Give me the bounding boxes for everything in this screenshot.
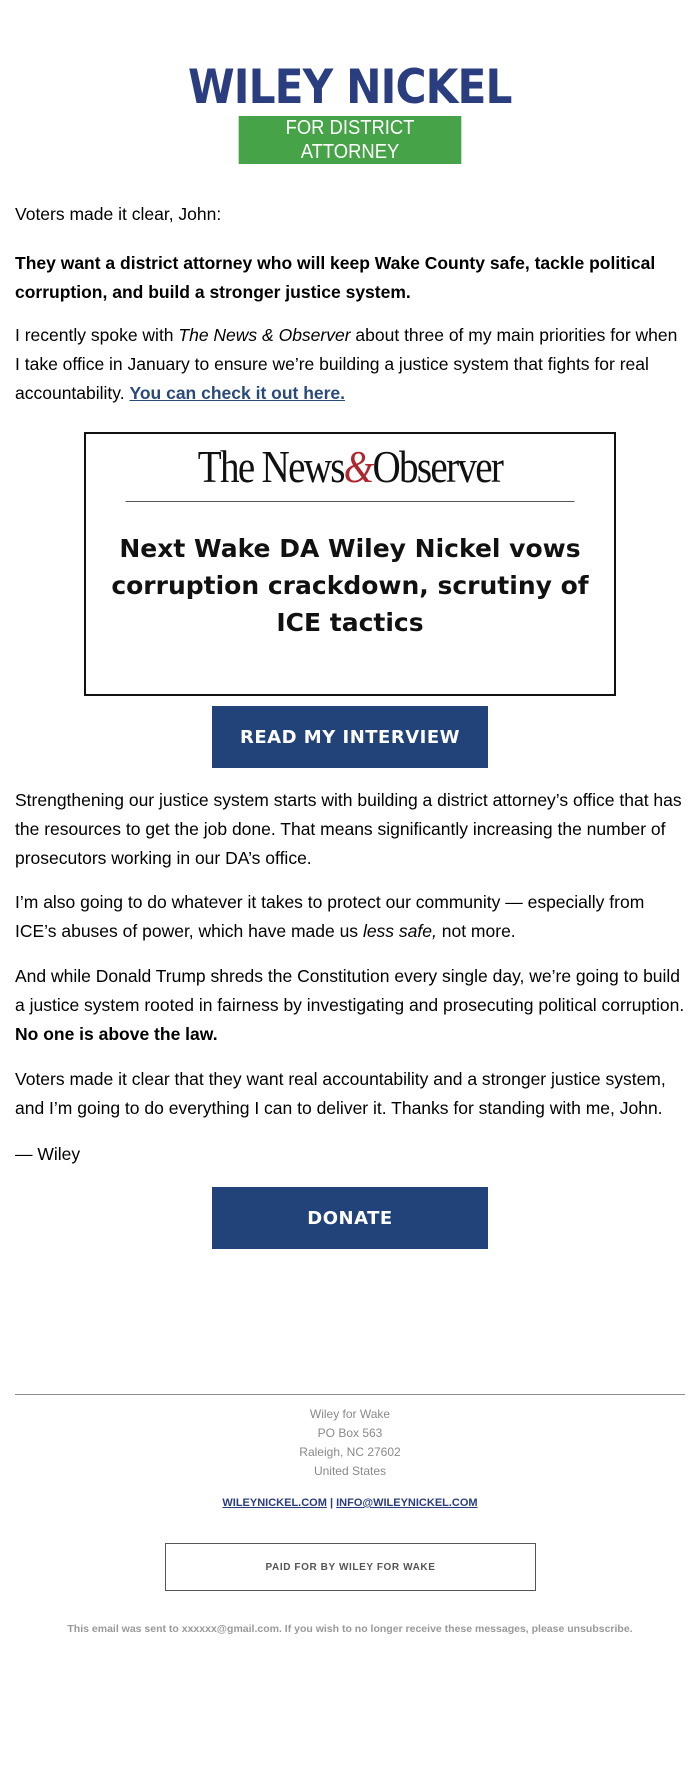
less-safe-emphasis: less safe,	[362, 921, 437, 941]
donate-button[interactable]: DONATE	[212, 1187, 488, 1249]
news-observer-masthead: The News&Observer	[126, 434, 575, 502]
paragraph-interview	[15, 321, 685, 408]
check-it-out-link[interactable]: You can check it out here.	[129, 383, 346, 403]
news-article-card[interactable]	[84, 432, 616, 696]
link-separator: |	[329, 1497, 334, 1509]
read-interview-button[interactable]: READ MY INTERVIEW	[212, 706, 488, 768]
footer-links	[0, 1497, 700, 1509]
lead-paragraph: They want a district attorney who will keep Wake County safe, tackle political corruption, and build a stronger justice system.	[15, 253, 656, 302]
logo-name: WILEY NICKEL	[188, 60, 512, 115]
paragraph-closing: Voters made it clear that they want real accountability and a stronger justice system, and I’m going to do everything I can to deliver it. Thanks for standing with me, John.	[15, 1069, 666, 1118]
greeting: Voters made it clear, John:	[15, 204, 222, 224]
paid-for-disclaimer: PAID FOR BY WILEY FOR WAKE	[165, 1543, 536, 1591]
mailing-address: Wiley for Wake PO Box 563 Raleigh, NC 27602 United States	[299, 1407, 401, 1478]
email-link[interactable]: INFO@WILEYNICKEL.COM	[336, 1497, 478, 1509]
paragraph-ice: I’m also going to do whatever it takes to protect our community — especially from ICE’s abuses of power, which have made us less safe, not more.	[15, 892, 645, 941]
p1-text-after: about three of my main priorities for when I take office in January to ensure we’re building a justice system that fights for real accountability.	[15, 325, 678, 403]
website-link[interactable]: WILEYNICKEL.COM	[222, 1497, 327, 1509]
no-one-above-law: No one is above the law.	[15, 1024, 218, 1044]
logo-subtitle: FOR DISTRICT ATTORNEY	[239, 116, 462, 164]
paragraph-resources: Strengthening our justice system starts with building a district attorney’s office that has the resources to get the job done. That means significantly increasing the number of prosecutors working in our DA’s office.	[15, 790, 682, 868]
paragraph-corruption: And while Donald Trump shreds the Constitution every single day, we’re going to build a justice system rooted in fairness by investigating and prosecuting political corruption. No one is above the law.	[15, 966, 685, 1044]
footer-divider	[15, 1394, 685, 1395]
campaign-logo	[0, 62, 700, 164]
signoff: — Wiley	[15, 1144, 81, 1164]
publication-name: The News & Observer	[178, 325, 351, 345]
p1-text-before: I recently spoke with	[15, 325, 179, 345]
unsubscribe-notice[interactable]: This email was sent to xxxxxx@gmail.com. If you wish to no longer receive these messages, please unsubscribe.	[67, 1623, 633, 1635]
article-headline: Next Wake DA Wiley Nickel vows corruption crackdown, scrutiny of ICE tactics	[111, 534, 589, 637]
